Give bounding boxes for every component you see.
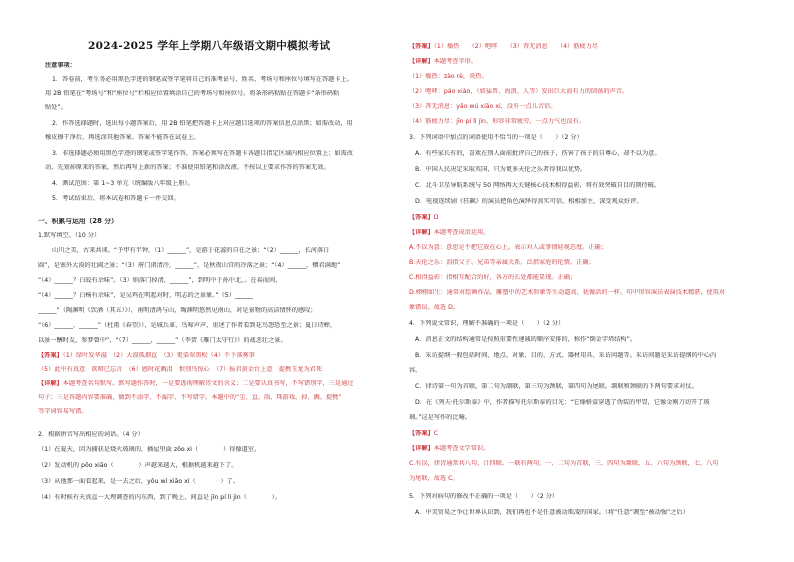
q2-detail [409,58,477,65]
notes-heading: 注意事项： [45,62,76,69]
detail-text: 本题考查文学常识。 [433,445,490,452]
detail-text: C.相得益彰：指相互配合的好，各方的长处都能显现。正确； [409,274,577,281]
detail-text: 句子；三是答题内容要准确，做到不添字、不漏字、不写错字。本题中的“尘、直、雨、珠游戏、掉、溅、提携” [38,394,342,401]
detail-text: 本题考查成语运用。 [433,229,490,236]
page-title: 2024-2025 学年上学期八年级语文期中模拟考试 [88,40,331,52]
detail-text: 为尾联，故选 C。 [409,475,459,482]
note-line: 1．答卷前，考生务必用黑色字迹的钢笔或签字笔将自己的准考证号、姓名、考场号和座位号填写在答题卡上。 [52,76,353,83]
detail-label: 【详解】 [409,229,434,236]
q4-option: D．在《列夫·托尔斯泰》中，作者描写托尔斯泰的目光：“它像格盒穿透了伪装的甲胄，它像金刚刀切开了玻 [415,399,710,406]
answer-text: D [433,214,439,221]
q3-option: A．有些家长有的，喜欢在别人面前批评自己的孩子，伤害了孩子的自尊心，却不以为意。 [415,150,661,157]
q3-answer [409,214,439,221]
q1-line: 山川之美，古来共谈。“予甲有半钟，（1）______”，是游于花蕊的自在之景；“（2）______，长河落日 [52,247,330,254]
q3-option: C．北斗卫星导航系统与 50 网络再大关键核心技术相得益彰，将有效突破自目的期待破。 [415,182,661,189]
question-5-heading: 5．下列对病句的修改不正确的一项是（ ）（2 分） [409,493,559,500]
q4-detail [409,445,489,452]
question-4-heading: 4．下列说文常识，理解不准确的一项是（ ）（2 分） [409,320,565,327]
q1-line: “（4）______？白杨有余味”，是吴鸡在明起对时，明志的之景象。”（5）______ [38,292,254,299]
detail-text: 等字词容易写错。 [38,408,88,415]
q1-line: 以景一酬时友，参梦曾中”，“（7）______，______”（李贺《雁门太守行》）的战悲壮之景。 [38,337,287,344]
answer-text: （5）此中有真意 欲辩已忘言 （6）感时花溅泪 恨别鸟惊心 （7）报君黄金台上意 提携玉龙为君死 [38,366,323,373]
q3-option: B．中国人民决定采取英国，只为更多天伦之乐者得我以优势。 [415,166,587,173]
q1-detail [38,380,354,387]
q2-item: （4）有时候有天真直一大理调查的内东西，到了晚上，间直是 jīn pí lì jìn（ ）。 [38,494,281,501]
detail-text: 本题考查名句默写。默写题作答时，一是要透彻理解诗文的含义；二是要认真书写，不写错别字，三是通过 [62,380,354,387]
answer-label: 【答案】 [409,214,434,221]
detail-label: 【详解】 [409,58,434,65]
question-1-heading: 1.默写填空。（10 分） [38,232,101,239]
detail-text: 本题考查字形。 [433,58,478,65]
detail-text: A.不以为意：意思是不把它放在心上。表示对人或事情轻视态度。正确； [409,244,607,251]
q5-option: A．中美贸易之争让世界认识到，我们再也不是任意被动欺凌的国家。（将“任意”调至“被动强”之后） [415,509,689,516]
detail-text: （3）杳无消息：yǎo wú xiāo xi，没有一点儿音信。 [409,103,557,110]
note-line: 动，先划掉原来的答案，然后再写上新的答案；不准使用铅笔和涂改液。不按以上要求作答的答案无效。 [45,164,330,171]
note-line: 橡皮擦干净后，再选涂其他答案。答案不能答在试卷上。 [45,134,200,141]
q3-detail [409,229,489,236]
q4-option: B．采访提纲一般包括时间、地点、对象、目的、方式、器材用具、采访问题等。采访问题是采访提纲的中心内 [415,352,717,359]
q4-option: C．律诗第一句为首联，第二句为颔联，第三句为颈联，第四句为尾联。颔联和颈联的下两句要求对仗。 [415,383,698,390]
q2-item: （3）从他那一面看起来，是一去之后，yǒu wí xiāo xí（ ）了。 [38,478,240,485]
q1-line: ______”（陶渊明《饮酒（其五）》），南明清鸿与山，陶渊明悠然见南山，对是景物的高洁情怀的感叹； [38,307,317,314]
detail-label: 【详解】 [38,380,63,387]
detail-text: D.栩栩如生：通常对绘画作品、雕塑中的艺术形象等生动逼真，犹像活的一样。句中形容演员表演技术精湛，使用对 [409,289,726,296]
detail-text: 象错误。故选 D。 [409,304,460,311]
note-line: 4．测试范围：第 1~3 单元（统编版八年级上册）。 [52,180,194,187]
answer-text: C [433,430,439,437]
note-line: 用 2B 铅笔在“考场号”和“座位号”栏相应位置填涂自己的考场号和座位号。将条形码粘贴在答题卡“条形码粘 [45,90,340,97]
q2-answer [409,43,598,50]
note-line: 贴处”。 [45,104,67,111]
answer-label: 【答案】 [409,430,434,437]
q2-item: （1）在夏天，因为捕获是烧火玻璃的，插屋里面 zōo xì（ ）得像道室。 [38,446,261,453]
detail-text: （2）咆哮：páo xiào，（如猛兽、海浪、人等）发出巨大而有力的回荡的声音。 [409,88,629,95]
note-line: 2．作答选择题时，选出每小题答案后，用 2B 铅笔把答题卡上对应题目选项的答案信息点涂黑；如需改动，用 [52,120,353,127]
detail-text: （4）筋疲力尽：jīn pí lì jìn，形容非常疲劳，一点力气也没有。 [409,118,585,125]
section-heading: 一、积累与运用（28 分） [38,218,118,225]
answer-label: 【答案】 [38,352,63,359]
detail-text: （1）燥热：zào rè，炎热。 [409,73,488,80]
answer-text: （1）绿叶发华滋 （2）大漠孤烟直 （3）更染翠黑松（4）不下落雾事 [62,352,255,359]
q4-option: 璃。”这是写作的比喻。 [409,414,471,421]
note-line: 3．非选择题必须用黑色字迹的钢笔或签字笔作答，答案必须写在答题卡各题目指定区域内相应位置上；如需改 [52,150,353,157]
q1-line: 圆”，是塞外大漠的壮阔之景；“（3）府门闭清冷，______”，是秋夜山宫的冷落之景；“（4）______，赠君满地” [38,262,341,269]
answer-label: 【答案】 [409,43,434,50]
q4-answer [409,430,438,437]
q1-line: “（6）______，______”（杜甫《春望》），是城兵革，鸟啼声声，重述了作者看到花鸟怨恐至之景；夏日诗蝉， [38,322,337,329]
detail-text: C.有误，律诗通常共八句，计四联。一联有两句，一、二句为首联，三、四句为颔联，五、六句为颈联，七、八句 [409,460,719,467]
detail-text: B.天伦之乐：泪指父子、兄弟等亲属关系，泛指家庭的伦情。正确； [409,259,595,266]
note-line: 5．考试结束后，将本试卷和答题卡一并交回。 [52,195,180,202]
q1-answer [38,352,255,359]
question-2-heading: 2．根据拼音写出相应的词语。（4 分） [38,431,144,438]
q3-option: D．电视连续剧《狂飙》的演员把角色演绎得真实可信，相相加主，深受观众好评。 [415,198,643,205]
q4-option: 容。 [409,367,422,374]
question-3-heading: 3．下列词语中加点的词语使用不恰当的一项是（ ）（2 分） [409,134,583,141]
q4-option: A．消息正文的结构通常是按照重要性递减的顺序安排的，称作“倒金字塔结构”。 [415,336,637,343]
answer-text: （1）燥热 （2）咆哮 （3）杳无消息 （4）筋疲力尽 [433,43,598,50]
q2-item: （2）发动机的 pǒo xiāo（ ）声越来越大，根据机越来越下了。 [38,462,238,469]
detail-label: 【详解】 [409,445,434,452]
q1-line: “（4）______？白皎有余味”。（3）则落门掉清，______”，到明中于孙中北，。在春而间， [38,277,282,284]
